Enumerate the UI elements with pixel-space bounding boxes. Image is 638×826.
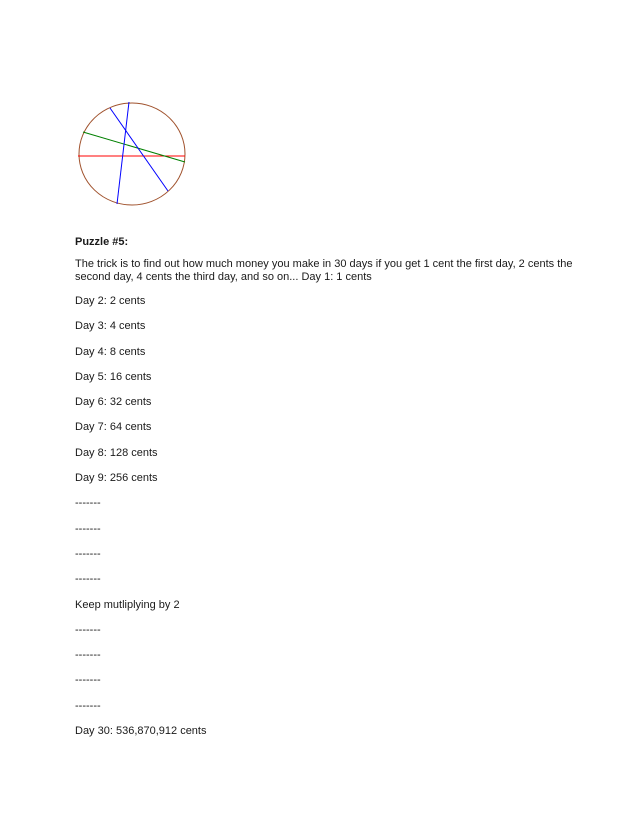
puzzle-line: Day 8: 128 cents [75,446,158,459]
blue-chord-diagonal [110,108,168,191]
separator-line: ------- [75,649,101,662]
circle-diagram [74,98,190,210]
puzzle-line: Day 9: 256 cents [75,472,158,485]
puzzle-title: Puzzle #5: [75,236,129,248]
puzzle-intro: The trick is to find out how much money you make in 30 days if you get 1 cent the first day, 2 cents the second day, 4 cents the third day, and so on... Day 1: 1 cents [75,258,573,283]
circle-outline [79,103,185,205]
puzzle-lines [75,295,575,750]
blue-chord-vertical [117,102,129,204]
puzzle-line: Day 6: 32 cents [75,396,152,409]
separator-line: ------- [75,497,101,510]
separator-line: ------- [75,522,101,535]
separator-line: ------- [75,547,101,560]
puzzle-line: Keep mutliplying by 2 [75,598,180,611]
circle-diagram-svg [74,98,190,210]
puzzle-line: Day 7: 64 cents [75,421,152,434]
separator-line: ------- [75,573,101,586]
green-chord [83,132,185,162]
separator-line: ------- [75,623,101,636]
separator-line: ------- [75,699,101,712]
puzzle-line: Day 2: 2 cents [75,295,146,307]
separator-line: ------- [75,674,101,687]
puzzle-line: Day 5: 16 cents [75,370,152,383]
puzzle-line: Day 4: 8 cents [75,345,146,358]
puzzle-section [75,236,575,750]
puzzle-line: Day 30: 536,870,912 cents [75,725,207,738]
puzzle-line: Day 3: 4 cents [75,320,146,333]
